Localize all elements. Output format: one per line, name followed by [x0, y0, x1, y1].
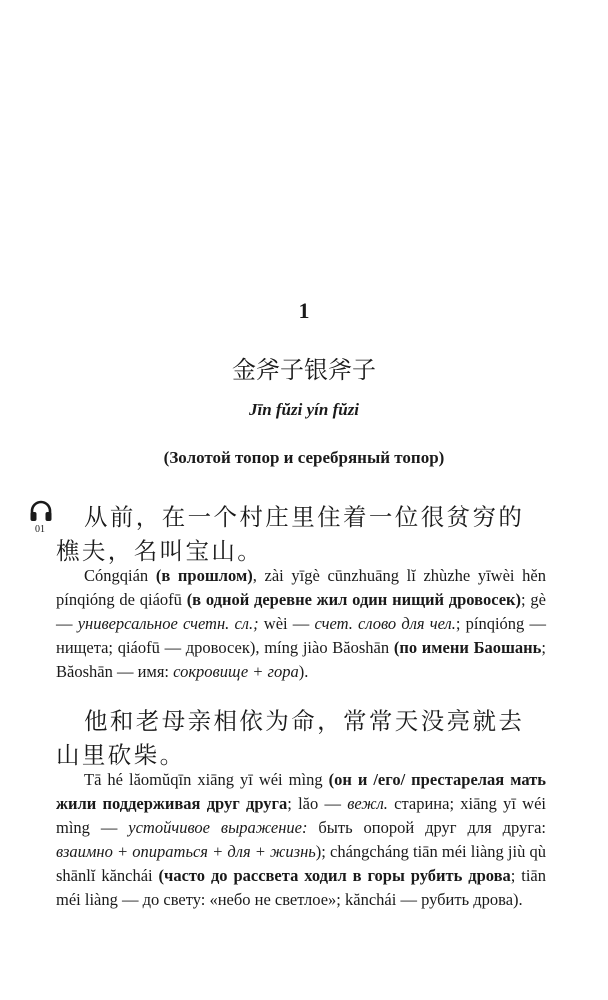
gloss-segment: ); chángcháng tiān méi liàng jiù qù shānlĭ kănchái: [56, 842, 546, 885]
gloss-segment: устойчивое выражение:: [128, 818, 308, 837]
gloss-segment: сокровище + гора: [173, 662, 299, 681]
chapter-title-pinyin: Jīn fŭzi yín fŭzi: [248, 400, 360, 419]
gloss-segment: универсальное счетн. сл.;: [77, 614, 259, 633]
gloss-segment: (часто до рассвета ходил в горы рубить дрова: [158, 866, 511, 885]
gloss-segment: ; gè —: [56, 590, 546, 633]
gloss-segment: (он и /его/ престарелая мать жили поддерживая друг друга: [56, 770, 546, 813]
gloss-segment: ).: [298, 662, 309, 681]
gloss-segment: ; pínqióng — нищета; qiáofū — дровосек), míng jiào Băoshān: [56, 614, 546, 657]
gloss-segment: ; Băoshān — имя:: [56, 638, 546, 681]
gloss-segment: вежл.: [347, 794, 388, 813]
gloss-segment: (по имени Баошань: [393, 638, 542, 657]
chapter-title-russian: (Золотой топор и серебряный топор): [163, 448, 445, 467]
headphones-icon: [29, 500, 53, 522]
gloss-segment: wèi —: [258, 614, 315, 633]
gloss-paragraph-2: [56, 768, 546, 912]
gloss-segment: (в одной деревне жил один нищий дровосек): [186, 590, 522, 609]
gloss-segment: ; lăo —: [287, 794, 348, 813]
gloss-segment: (в прошлом): [155, 566, 253, 585]
audio-track-number: 01: [35, 524, 45, 535]
gloss-segment: счет. слово для чел.: [314, 614, 456, 633]
gloss-segment: старина; xiāng yī wéi mìng —: [56, 794, 546, 837]
gloss-segment: быть опорой друг для друга:: [307, 818, 547, 837]
chinese-paragraph-2: 他和老母亲相依为命，常常天没亮就去山里砍柴。: [56, 707, 525, 769]
gloss-paragraph-1: [56, 564, 546, 684]
gloss-segment: Tā hé lăomŭqīn xiāng yī wéi mìng: [84, 770, 329, 789]
gloss-segment: ; tiān méi liàng — до свету: «небо не светлое»; kănchái — рубить дрова).: [56, 866, 546, 909]
audio-track-marker: [27, 500, 55, 535]
gloss-segment: , zài yīgè cūnzhuāng lĭ zhùzhe yīwèi hěn pínqióng de qiáofū: [56, 566, 547, 609]
gloss-segment: Cóngqián: [84, 566, 156, 585]
gloss-segment: взаимно + опираться + для + жизнь: [56, 842, 316, 861]
chinese-paragraph-1: 从前，在一个村庄里住着一位很贫穷的樵夫，名叫宝山。: [56, 503, 525, 565]
chapter-title-chinese: 金斧子银斧子: [232, 356, 376, 384]
chapter-number: 1: [298, 298, 310, 323]
